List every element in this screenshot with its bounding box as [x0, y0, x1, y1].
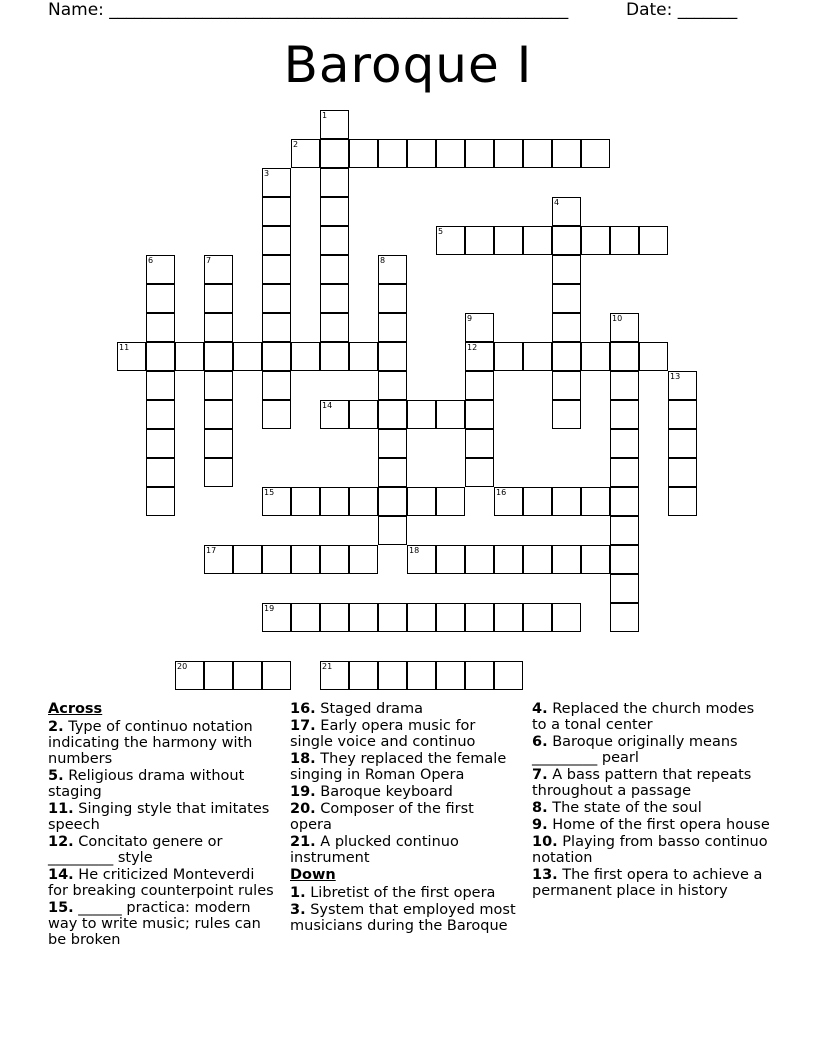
grid-cell[interactable] [610, 574, 639, 603]
grid-cell[interactable] [320, 255, 349, 284]
grid-cell[interactable] [552, 371, 581, 400]
grid-cell[interactable] [465, 139, 494, 168]
grid-cell[interactable] [146, 313, 175, 342]
clue-number: 10. [532, 834, 558, 850]
grid-cell[interactable] [320, 400, 349, 429]
grid-cell[interactable] [581, 545, 610, 574]
clue-number-label: 21 [322, 662, 333, 671]
across-clue [48, 834, 278, 866]
grid-cell[interactable] [204, 371, 233, 400]
clue-text: System that employed most musicians during the Baroque [290, 902, 516, 934]
across-clue [290, 701, 520, 717]
down-clue [532, 767, 772, 799]
clue-number-label: 13 [670, 372, 681, 381]
grid-cell[interactable] [552, 487, 581, 516]
grid-cell[interactable] [378, 429, 407, 458]
down-clue [532, 701, 772, 733]
grid-cell[interactable] [378, 458, 407, 487]
grid-cell[interactable] [436, 603, 465, 632]
grid-cell[interactable] [668, 487, 697, 516]
grid-cell[interactable] [146, 342, 175, 371]
grid-cell[interactable] [204, 458, 233, 487]
clue-text: He criticized Monteverdi for breaking counterpoint rules [48, 867, 274, 899]
grid-cell[interactable] [349, 661, 378, 690]
across-clue [290, 751, 520, 783]
grid-cell[interactable] [204, 313, 233, 342]
grid-cell[interactable] [320, 284, 349, 313]
grid-cell[interactable] [523, 226, 552, 255]
clue-text: Composer of the first opera [290, 801, 474, 833]
grid-cell[interactable] [349, 545, 378, 574]
grid-cell[interactable] [610, 371, 639, 400]
grid-cell[interactable] [407, 139, 436, 168]
clue-number: 21. [290, 834, 316, 850]
grid-cell[interactable] [320, 110, 349, 139]
grid-cell[interactable] [436, 661, 465, 690]
grid-cell[interactable] [233, 545, 262, 574]
grid-cell[interactable] [552, 313, 581, 342]
grid-cell[interactable] [262, 400, 291, 429]
grid-cell[interactable] [204, 545, 233, 574]
grid-cell[interactable] [378, 284, 407, 313]
name-field-label: Name: ______________________________________________________ [48, 0, 569, 20]
clue-number-label: 10 [612, 314, 623, 323]
clue-number: 7. [532, 767, 548, 783]
grid-cell[interactable] [291, 545, 320, 574]
grid-cell[interactable] [523, 603, 552, 632]
clue-text: Staged drama [315, 701, 424, 717]
grid-cell[interactable] [204, 255, 233, 284]
clue-number-label: 3 [264, 169, 270, 178]
grid-cell[interactable] [204, 429, 233, 458]
grid-cell[interactable] [378, 139, 407, 168]
grid-cell[interactable] [523, 487, 552, 516]
grid-cell[interactable] [436, 139, 465, 168]
grid-cell[interactable] [552, 226, 581, 255]
grid-cell[interactable] [407, 661, 436, 690]
clue-number: 16. [290, 701, 316, 717]
grid-cell[interactable] [320, 197, 349, 226]
clue-number-label: 12 [467, 343, 478, 352]
across-clue [48, 900, 278, 948]
clue-number: 11. [48, 801, 74, 817]
grid-cell[interactable] [233, 661, 262, 690]
grid-cell[interactable] [320, 545, 349, 574]
clue-number: 14. [48, 867, 74, 883]
grid-cell[interactable] [378, 400, 407, 429]
grid-cell[interactable] [668, 371, 697, 400]
grid-cell[interactable] [465, 342, 494, 371]
down-clue [532, 834, 772, 866]
grid-cell[interactable] [204, 284, 233, 313]
across-clue [290, 834, 520, 866]
grid-cell[interactable] [465, 313, 494, 342]
down-clue [532, 817, 772, 833]
grid-cell[interactable] [378, 313, 407, 342]
clue-number: 20. [290, 801, 316, 817]
clue-text: Home of the first opera house [547, 817, 770, 833]
clue-number: 18. [290, 751, 316, 767]
grid-cell[interactable] [523, 545, 552, 574]
down-heading: Down [290, 867, 336, 883]
clue-text: Religious drama without staging [48, 768, 245, 800]
grid-cell[interactable] [378, 661, 407, 690]
clue-number-label: 8 [380, 256, 386, 265]
grid-cell[interactable] [262, 487, 291, 516]
grid-cell[interactable] [465, 545, 494, 574]
grid-cell[interactable] [494, 545, 523, 574]
grid-cell[interactable] [349, 342, 378, 371]
clue-text: The first opera to achieve a permanent place in history [532, 867, 763, 899]
grid-cell[interactable] [262, 603, 291, 632]
grid-cell[interactable] [378, 516, 407, 545]
clue-number: 2. [48, 719, 64, 735]
grid-cell[interactable] [407, 603, 436, 632]
grid-cell[interactable] [320, 487, 349, 516]
down-clue [532, 867, 772, 899]
grid-cell[interactable] [204, 400, 233, 429]
grid-cell[interactable] [552, 139, 581, 168]
clues-column-3 [532, 701, 772, 900]
grid-cell[interactable] [465, 429, 494, 458]
grid-cell[interactable] [610, 487, 639, 516]
grid-cell[interactable] [610, 429, 639, 458]
grid-cell[interactable] [320, 139, 349, 168]
grid-cell[interactable] [291, 487, 320, 516]
grid-cell[interactable] [668, 458, 697, 487]
grid-cell[interactable] [349, 603, 378, 632]
grid-cell[interactable] [320, 661, 349, 690]
grid-cell[interactable] [610, 516, 639, 545]
grid-cell[interactable] [204, 342, 233, 371]
clue-text: Baroque keyboard [315, 784, 453, 800]
grid-cell[interactable] [494, 342, 523, 371]
across-clue [290, 801, 520, 833]
clue-text: Type of continuo notation indicating the harmony with numbers [48, 719, 253, 767]
clue-number-label: 5 [438, 227, 444, 236]
grid-cell[interactable] [262, 226, 291, 255]
grid-cell[interactable] [552, 603, 581, 632]
grid-cell[interactable] [465, 400, 494, 429]
grid-cell[interactable] [262, 661, 291, 690]
clue-number-label: 18 [409, 546, 420, 555]
grid-cell[interactable] [378, 371, 407, 400]
grid-cell[interactable] [117, 342, 146, 371]
clue-number: 12. [48, 834, 74, 850]
clue-number: 3. [290, 902, 306, 918]
clue-number-label: 16 [496, 488, 507, 497]
grid-cell[interactable] [262, 342, 291, 371]
grid-cell[interactable] [378, 342, 407, 371]
clue-text: Baroque originally means _________ pearl [532, 734, 738, 766]
across-clue [290, 718, 520, 750]
clue-number: 4. [532, 701, 548, 717]
grid-cell[interactable] [610, 400, 639, 429]
grid-cell[interactable] [465, 226, 494, 255]
grid-cell[interactable] [291, 342, 320, 371]
clue-number: 5. [48, 768, 64, 784]
grid-cell[interactable] [262, 313, 291, 342]
grid-cell[interactable] [262, 545, 291, 574]
grid-cell[interactable] [610, 603, 639, 632]
grid-cell[interactable] [320, 226, 349, 255]
grid-cell[interactable] [146, 255, 175, 284]
grid-cell[interactable] [146, 429, 175, 458]
grid-cell[interactable] [146, 371, 175, 400]
grid-cell[interactable] [552, 197, 581, 226]
clue-text: Playing from basso continuo notation [532, 834, 768, 866]
clue-number: 1. [290, 885, 306, 901]
grid-cell[interactable] [436, 400, 465, 429]
grid-cell[interactable] [465, 371, 494, 400]
grid-cell[interactable] [523, 342, 552, 371]
grid-cell[interactable] [262, 197, 291, 226]
clue-number-label: 7 [206, 256, 212, 265]
clue-text: Replaced the church modes to a tonal center [532, 701, 755, 733]
grid-cell[interactable] [175, 661, 204, 690]
grid-cell[interactable] [407, 545, 436, 574]
across-clue [48, 801, 278, 833]
across-clue [48, 768, 278, 800]
grid-cell[interactable] [581, 226, 610, 255]
grid-cell[interactable] [407, 400, 436, 429]
grid-cell[interactable] [494, 487, 523, 516]
clue-number-label: 4 [554, 198, 560, 207]
grid-cell[interactable] [581, 139, 610, 168]
down-clue [290, 885, 520, 901]
clue-number: 13. [532, 867, 558, 883]
grid-cell[interactable] [494, 226, 523, 255]
grid-cell[interactable] [465, 661, 494, 690]
clue-number-label: 1 [322, 111, 328, 120]
grid-cell[interactable] [552, 284, 581, 313]
grid-cell[interactable] [436, 545, 465, 574]
across-clue [290, 784, 520, 800]
across-clue [48, 719, 278, 767]
clue-number: 8. [532, 800, 548, 816]
grid-cell[interactable] [639, 226, 668, 255]
grid-cell[interactable] [291, 139, 320, 168]
clue-number: 19. [290, 784, 316, 800]
grid-cell[interactable] [581, 342, 610, 371]
clue-text: Early opera music for single voice and continuo [290, 718, 476, 750]
clue-text: The state of the soul [547, 800, 702, 816]
clue-number-label: 17 [206, 546, 217, 555]
grid-cell[interactable] [465, 603, 494, 632]
grid-cell[interactable] [639, 342, 668, 371]
down-clue [290, 902, 520, 934]
grid-cell[interactable] [494, 661, 523, 690]
clue-text: ______ practica: modern way to write music; rules can be broken [48, 900, 261, 948]
clue-number: 17. [290, 718, 316, 734]
grid-cell[interactable] [610, 458, 639, 487]
grid-cell[interactable] [262, 371, 291, 400]
across-clue [48, 867, 278, 899]
clue-number-label: 20 [177, 662, 188, 671]
clues-column-2 [290, 701, 520, 935]
grid-cell[interactable] [146, 400, 175, 429]
grid-cell[interactable] [668, 400, 697, 429]
grid-cell[interactable] [146, 284, 175, 313]
grid-cell[interactable] [262, 255, 291, 284]
grid-cell[interactable] [262, 168, 291, 197]
grid-cell[interactable] [146, 487, 175, 516]
clue-number: 15. [48, 900, 74, 916]
grid-cell[interactable] [552, 342, 581, 371]
grid-cell[interactable] [523, 139, 552, 168]
grid-cell[interactable] [668, 429, 697, 458]
grid-cell[interactable] [262, 284, 291, 313]
grid-cell[interactable] [494, 139, 523, 168]
grid-cell[interactable] [204, 661, 233, 690]
grid-cell[interactable] [320, 313, 349, 342]
down-clue [532, 734, 772, 766]
grid-cell[interactable] [610, 545, 639, 574]
grid-cell[interactable] [552, 545, 581, 574]
grid-cell[interactable] [320, 603, 349, 632]
grid-cell[interactable] [407, 487, 436, 516]
grid-cell[interactable] [378, 255, 407, 284]
clue-number: 6. [532, 734, 548, 750]
grid-cell[interactable] [349, 139, 378, 168]
grid-cell[interactable] [291, 603, 320, 632]
grid-cell[interactable] [233, 342, 262, 371]
grid-cell[interactable] [610, 342, 639, 371]
grid-cell[interactable] [610, 226, 639, 255]
clue-number: 9. [532, 817, 548, 833]
clue-text: Concitato genere or _________ style [48, 834, 223, 866]
puzzle-title: Baroque I [283, 36, 533, 94]
clue-number-label: 14 [322, 401, 333, 410]
clue-number-label: 19 [264, 604, 275, 613]
grid-cell[interactable] [320, 168, 349, 197]
grid-cell[interactable] [378, 487, 407, 516]
clue-text: A bass pattern that repeats throughout a passage [532, 767, 752, 799]
clue-number-label: 6 [148, 256, 154, 265]
clue-text: Libretist of the first opera [305, 885, 496, 901]
clue-text: A plucked continuo instrument [290, 834, 459, 866]
grid-cell[interactable] [349, 487, 378, 516]
grid-cell[interactable] [436, 487, 465, 516]
grid-cell[interactable] [581, 487, 610, 516]
grid-cell[interactable] [146, 458, 175, 487]
grid-cell[interactable] [378, 603, 407, 632]
grid-cell[interactable] [552, 400, 581, 429]
grid-cell[interactable] [175, 342, 204, 371]
grid-cell[interactable] [436, 226, 465, 255]
clues-column-1 [48, 701, 278, 949]
clue-number-label: 9 [467, 314, 473, 323]
date-field-label: Date: _______ [626, 0, 738, 20]
clue-number-label: 2 [293, 140, 299, 149]
grid-cell[interactable] [320, 342, 349, 371]
clue-number-label: 15 [264, 488, 275, 497]
grid-cell[interactable] [349, 400, 378, 429]
grid-cell[interactable] [465, 458, 494, 487]
clue-text: Singing style that imitates speech [48, 801, 270, 833]
clue-text: They replaced the female singing in Roman Opera [290, 751, 507, 783]
across-heading: Across [48, 701, 103, 717]
clue-number-label: 11 [119, 343, 130, 352]
grid-cell[interactable] [610, 313, 639, 342]
grid-cell[interactable] [494, 603, 523, 632]
grid-cell[interactable] [552, 255, 581, 284]
down-clue [532, 800, 772, 816]
